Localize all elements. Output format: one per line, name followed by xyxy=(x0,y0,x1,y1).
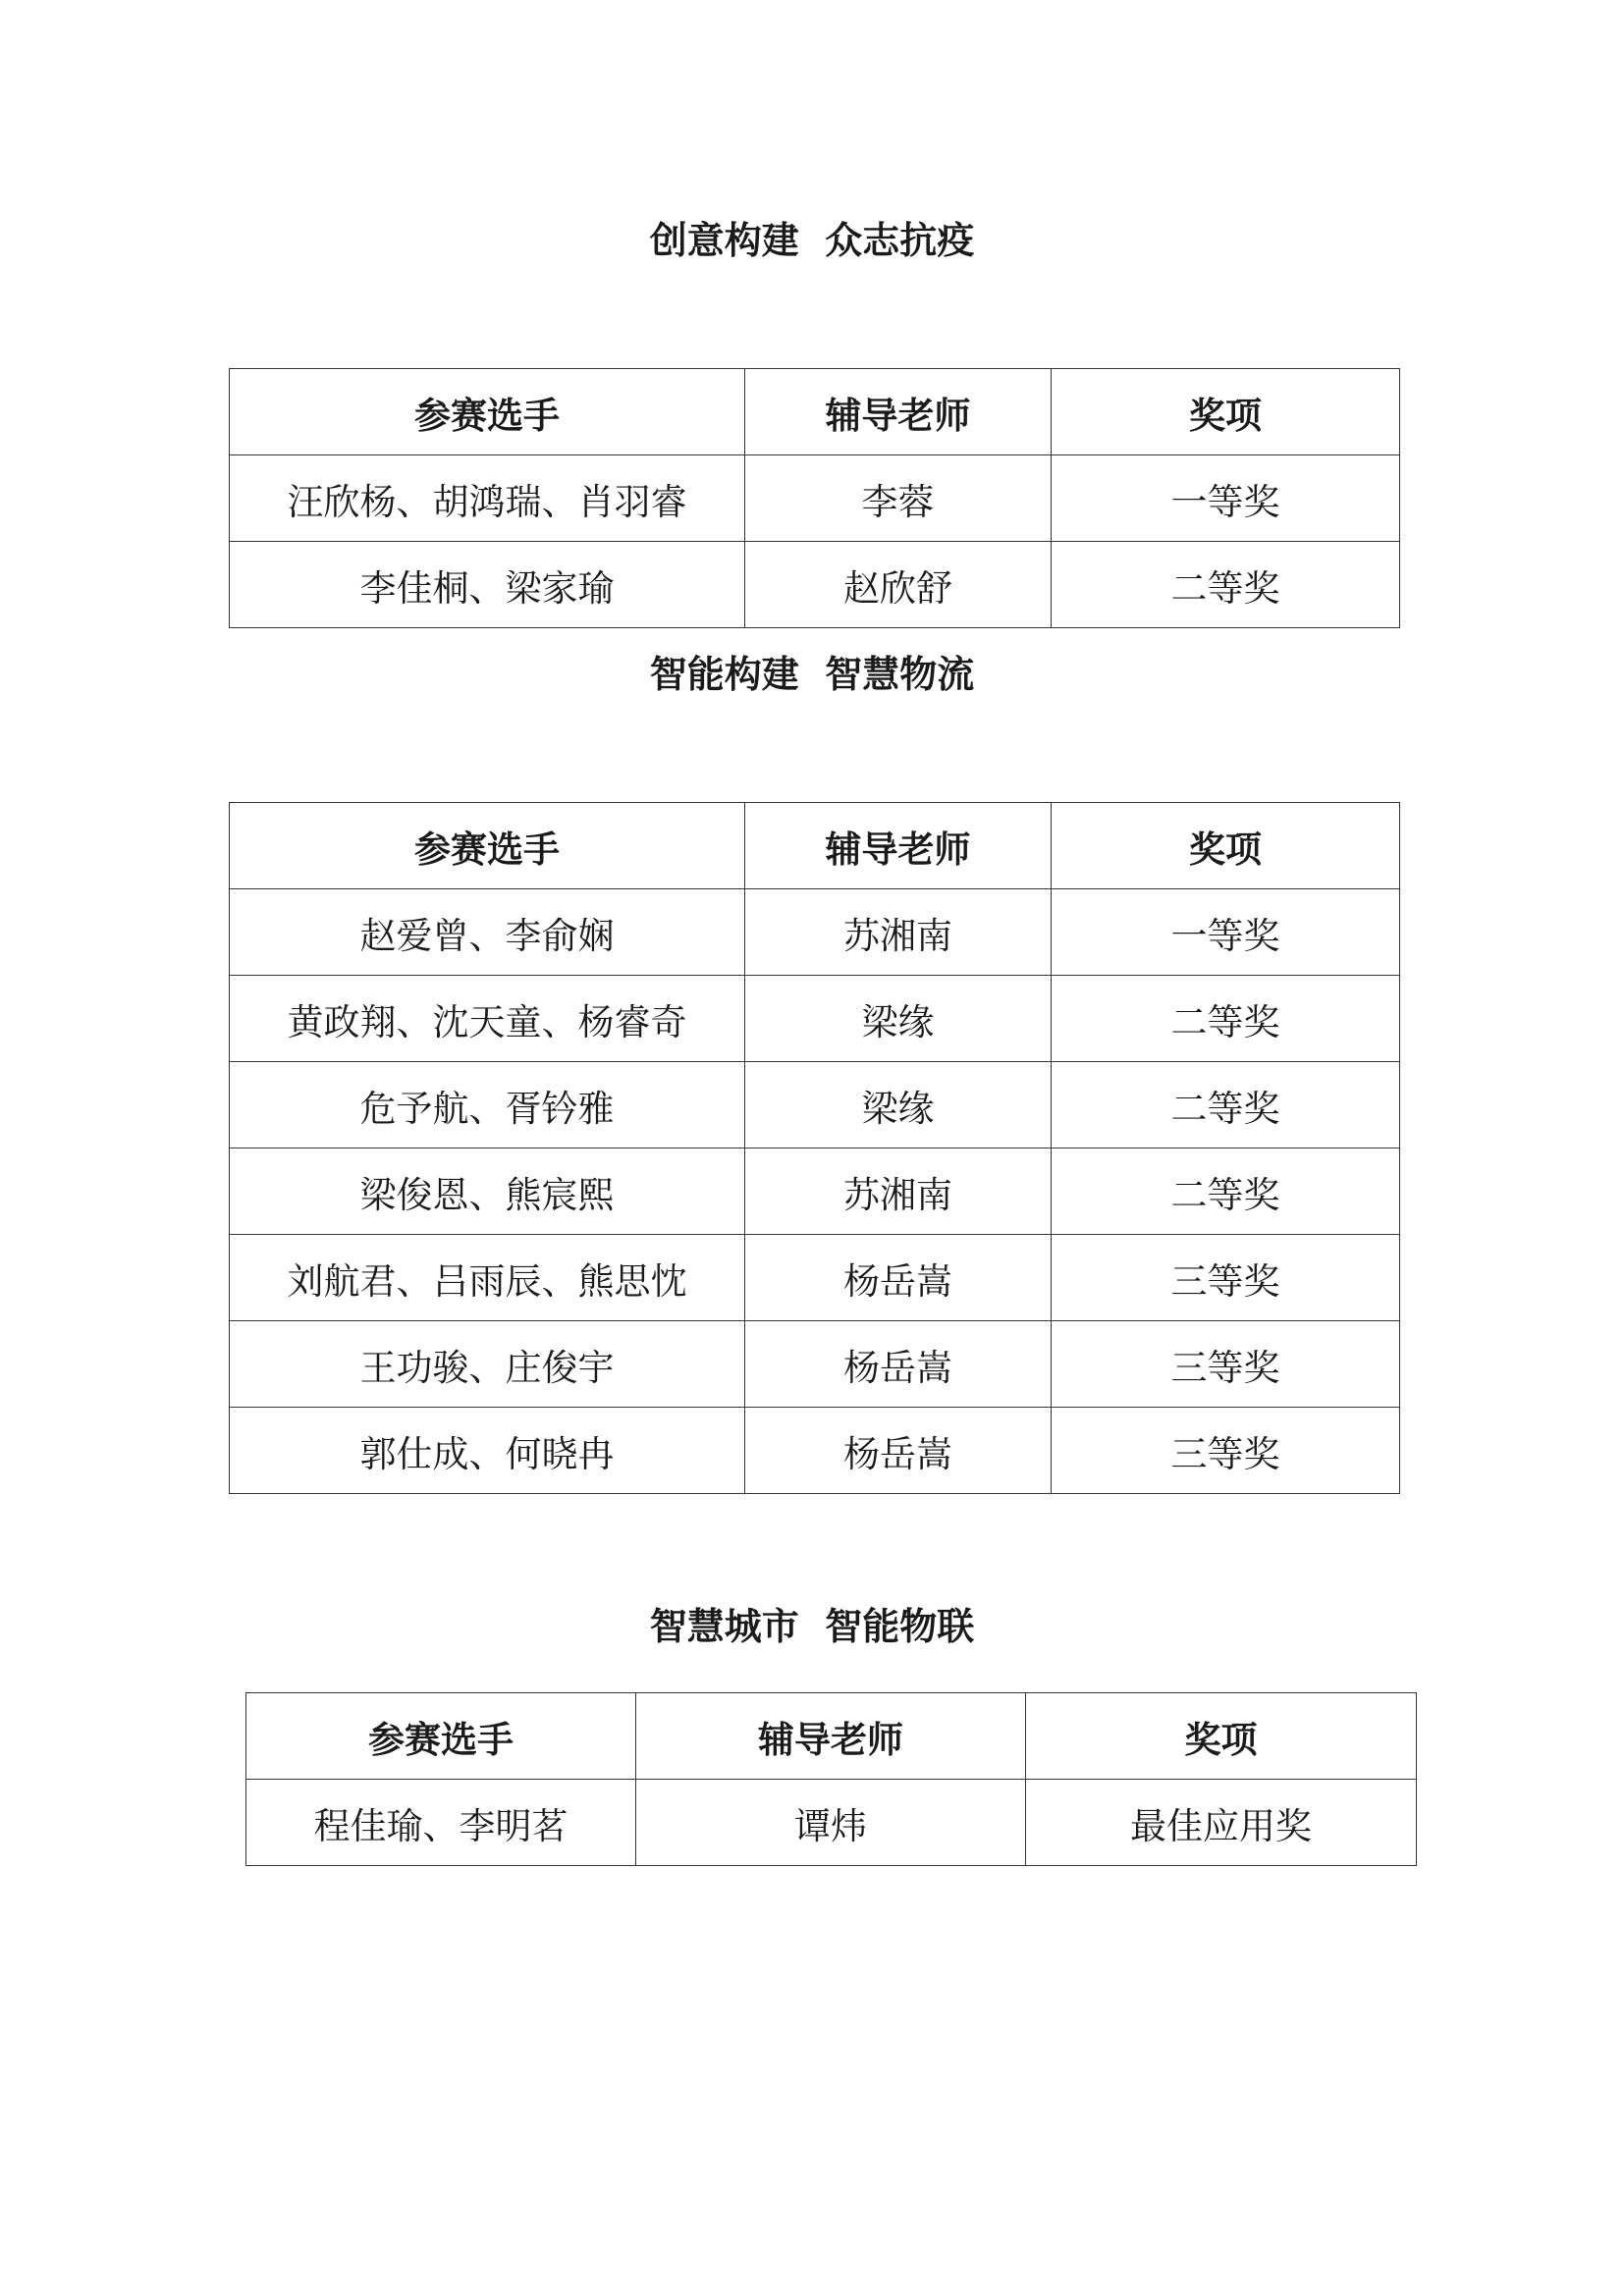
table-row xyxy=(230,1235,1400,1321)
cell-advisor: 杨岳嵩 xyxy=(745,1321,1052,1408)
cell-award: 二等奖 xyxy=(1052,976,1400,1062)
cell-advisor: 李蓉 xyxy=(745,455,1052,542)
table-row xyxy=(230,1062,1400,1148)
table-row xyxy=(230,1408,1400,1494)
cell-contestants: 危予航、胥钤雅 xyxy=(230,1062,745,1148)
cell-advisor: 苏湘南 xyxy=(745,889,1052,976)
cell-advisor: 梁缘 xyxy=(745,976,1052,1062)
cell-advisor: 杨岳嵩 xyxy=(745,1408,1052,1494)
cell-contestants: 梁俊恩、熊宸熙 xyxy=(230,1148,745,1235)
cell-advisor: 杨岳嵩 xyxy=(745,1235,1052,1321)
cell-award: 三等奖 xyxy=(1052,1321,1400,1408)
table-row xyxy=(246,1780,1417,1866)
cell-contestants: 黄政翔、沈天童、杨睿奇 xyxy=(230,976,745,1062)
award-table-2 xyxy=(229,802,1400,1494)
cell-contestants: 汪欣杨、胡鸿瑞、肖羽睿 xyxy=(230,455,745,542)
table-header-row xyxy=(246,1693,1417,1780)
cell-award: 三等奖 xyxy=(1052,1408,1400,1494)
cell-contestants: 郭仕成、何晓冉 xyxy=(230,1408,745,1494)
award-table-3 xyxy=(245,1692,1417,1866)
section-title-2: 智能构建 智慧物流 xyxy=(649,653,975,696)
table-row xyxy=(230,455,1400,542)
cell-award: 二等奖 xyxy=(1052,1062,1400,1148)
table-header-row xyxy=(230,803,1400,889)
cell-contestants: 李佳桐、梁家瑜 xyxy=(230,542,745,628)
cell-advisor: 谭炜 xyxy=(636,1780,1026,1866)
header-contestants: 参赛选手 xyxy=(230,369,745,455)
table-row xyxy=(230,1148,1400,1235)
award-table-1 xyxy=(229,368,1400,628)
header-advisor: 辅导老师 xyxy=(745,803,1052,889)
cell-advisor: 苏湘南 xyxy=(745,1148,1052,1235)
cell-award: 二等奖 xyxy=(1052,542,1400,628)
cell-advisor: 梁缘 xyxy=(745,1062,1052,1148)
header-contestants: 参赛选手 xyxy=(230,803,745,889)
header-award: 奖项 xyxy=(1052,369,1400,455)
table-header-row xyxy=(230,369,1400,455)
table-row xyxy=(230,542,1400,628)
table-row xyxy=(230,1321,1400,1408)
cell-award: 三等奖 xyxy=(1052,1235,1400,1321)
header-award: 奖项 xyxy=(1052,803,1400,889)
section-title-1: 创意构建 众志抗疫 xyxy=(649,219,975,262)
cell-award: 一等奖 xyxy=(1052,889,1400,976)
cell-award: 一等奖 xyxy=(1052,455,1400,542)
header-advisor: 辅导老师 xyxy=(745,369,1052,455)
cell-contestants: 刘航君、吕雨辰、熊思忱 xyxy=(230,1235,745,1321)
table-row xyxy=(230,976,1400,1062)
section-title-3: 智慧城市 智能物联 xyxy=(649,1605,975,1648)
header-contestants: 参赛选手 xyxy=(246,1693,636,1780)
cell-contestants: 赵爱曾、李俞娴 xyxy=(230,889,745,976)
cell-advisor: 赵欣舒 xyxy=(745,542,1052,628)
header-advisor: 辅导老师 xyxy=(636,1693,1026,1780)
cell-award: 二等奖 xyxy=(1052,1148,1400,1235)
cell-contestants: 程佳瑜、李明茗 xyxy=(246,1780,636,1866)
header-award: 奖项 xyxy=(1026,1693,1417,1780)
table-row xyxy=(230,889,1400,976)
cell-award: 最佳应用奖 xyxy=(1026,1780,1417,1866)
cell-contestants: 王功骏、庄俊宇 xyxy=(230,1321,745,1408)
